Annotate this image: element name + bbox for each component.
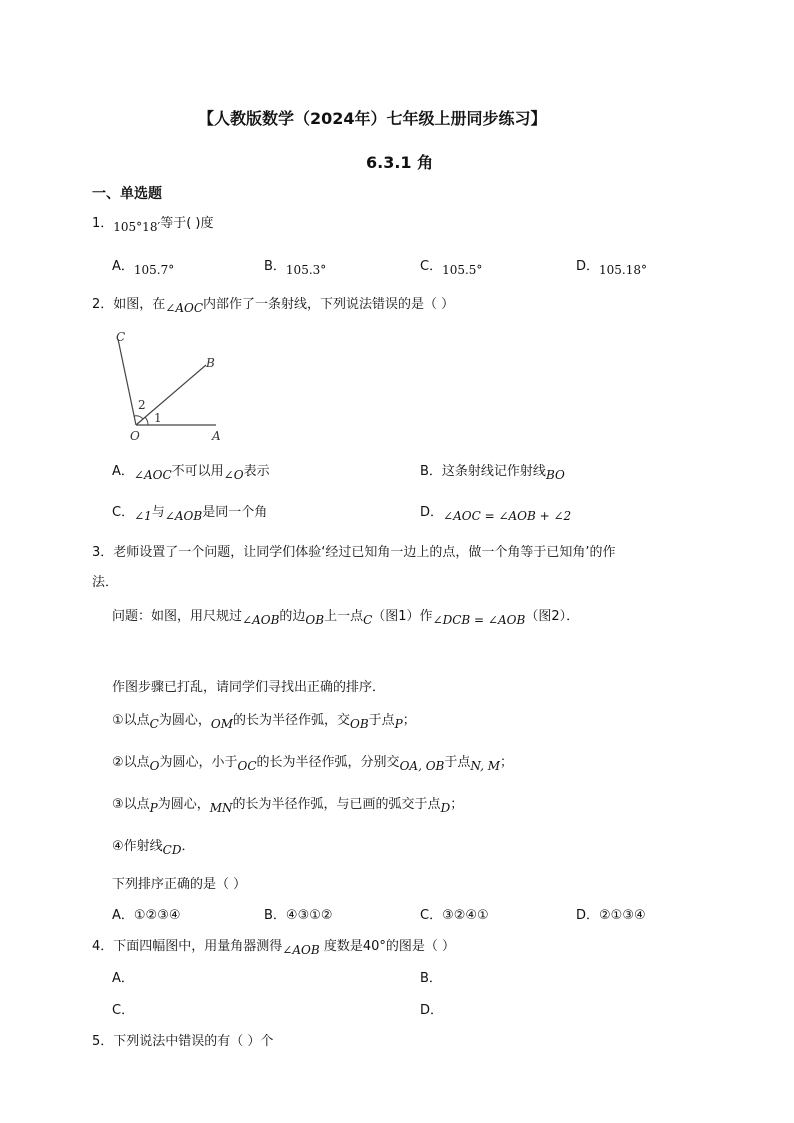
text: 为圆心，: [157, 797, 210, 812]
option-label: D．: [576, 908, 600, 923]
question-text: 等于( )度: [160, 216, 214, 231]
text: ③以点: [112, 797, 150, 812]
option-value: ②①③④: [599, 908, 646, 923]
option-value: ①②③④: [133, 908, 181, 923]
lesson-title: 6.3.1 角: [366, 153, 434, 172]
question-1: [92, 212, 214, 234]
math-expression: OB: [350, 717, 369, 731]
label-angle-1: 1: [154, 411, 162, 425]
math-expression: ∠AOB: [282, 943, 320, 957]
option-label: A．: [112, 464, 134, 479]
text: ；: [500, 755, 514, 770]
text: （图2）．: [525, 609, 580, 624]
label-b: B: [206, 356, 215, 370]
option-label: B．: [264, 259, 286, 274]
question-3-line-2: 法．: [92, 575, 119, 590]
text: 的边: [279, 609, 306, 624]
option-value: 105.18°: [599, 263, 648, 277]
math-expression: ∠AOB: [242, 613, 280, 627]
option-label: C．: [420, 908, 443, 923]
option-text: 不可以用: [171, 464, 224, 479]
option-value: 105.7°: [133, 263, 175, 277]
math-expression: MN: [209, 801, 233, 815]
q4-option-c[interactable]: C．: [112, 1003, 135, 1018]
question-4: [92, 935, 455, 957]
math-expression: 105°18′: [113, 220, 161, 234]
question-text: 内部作了一条射线，下列说法错误的是（ ）: [203, 297, 455, 312]
option-label: A．: [112, 908, 134, 923]
text: 为圆心，: [158, 713, 211, 728]
math-expression: ∠AOC: [133, 468, 172, 482]
text: 的长为半径作弧，分别交: [256, 755, 400, 770]
q4-option-d[interactable]: D．: [420, 1003, 444, 1018]
text: 于点: [444, 755, 471, 770]
q3-steps-intro: 作图步骤已打乱，请同学们寻找出正确的排序．: [112, 680, 386, 695]
text: ；: [402, 713, 416, 728]
text: 于点: [368, 713, 395, 728]
q2-option-b[interactable]: [420, 460, 565, 482]
q1-option-c[interactable]: [420, 255, 483, 277]
label-a: A: [212, 429, 221, 443]
math-expression: N, M: [470, 759, 501, 773]
math-expression: ∠DCB = ∠AOB: [432, 613, 526, 627]
option-label: B．: [264, 908, 286, 923]
math-expression: BO: [545, 468, 565, 482]
math-expression: ∠1: [134, 509, 152, 523]
option-value: 105.5°: [442, 263, 483, 277]
q1-option-d[interactable]: [576, 255, 648, 277]
text: ；: [450, 797, 464, 812]
option-text: 与: [151, 505, 165, 520]
math-expression: OB: [305, 613, 325, 627]
math-expression: CD: [162, 843, 182, 857]
q3-option-b[interactable]: [264, 904, 333, 923]
arc-angle-1: [145, 417, 148, 425]
question-number: 4．: [92, 939, 114, 954]
question-5: [92, 1030, 273, 1049]
arc-angle-2: [134, 416, 143, 419]
q3-option-c[interactable]: [420, 904, 489, 923]
ray-oc: [118, 339, 136, 425]
q1-option-b[interactable]: [264, 255, 327, 277]
q3-step-2: [112, 751, 514, 773]
question-number: 3．: [92, 545, 114, 560]
option-text: 是同一个角: [202, 505, 268, 520]
question-text: 下面四幅图中，用量角器测得: [113, 939, 283, 954]
text: ．: [181, 839, 195, 854]
math-expression: P: [394, 717, 403, 731]
option-label: C．: [112, 505, 135, 520]
q3-option-d[interactable]: [576, 904, 646, 923]
question-number: 5．: [92, 1034, 114, 1049]
q3-step-1: [112, 709, 416, 731]
math-expression: ∠AOB: [164, 509, 203, 523]
question-number: 1．: [92, 216, 114, 231]
option-label: B．: [420, 464, 442, 479]
text: 上一点: [324, 609, 364, 624]
math-expression: C: [149, 717, 159, 731]
option-value: ④③①②: [285, 908, 333, 923]
text: 为圆心，小于: [159, 755, 238, 770]
text: 问题：如图，用尺规过: [112, 609, 243, 624]
q3-step-3: [112, 793, 464, 815]
ray-ob: [136, 365, 206, 425]
label-angle-2: 2: [138, 398, 146, 412]
question-number: 2．: [92, 297, 114, 312]
q3-ask: 下列排序正确的是（ ）: [112, 877, 247, 892]
question-text: 度数是40°的图是（ ）: [319, 939, 455, 954]
option-label: C．: [420, 259, 443, 274]
q2-option-c[interactable]: [112, 501, 268, 523]
question-2: [92, 293, 455, 315]
math-expression: C: [363, 613, 373, 627]
option-label: D．: [576, 259, 600, 274]
option-text: 这条射线记作射线: [441, 464, 546, 479]
math-expression: ∠AOC: [165, 301, 204, 315]
math-expression: D: [440, 801, 451, 815]
angle-figure: [108, 325, 228, 447]
q4-option-b[interactable]: B．: [420, 971, 442, 986]
text: （图1）作: [372, 609, 433, 624]
math-expression: OM: [210, 717, 233, 731]
option-value: ③②④①: [442, 908, 489, 923]
option-value: 105.3°: [285, 263, 327, 277]
question-text: 下列说法中错误的有（ ）个: [113, 1034, 274, 1049]
option-label: D．: [420, 505, 444, 520]
q2-option-a[interactable]: [112, 460, 270, 482]
label-c: C: [116, 330, 126, 344]
text: ④作射线: [112, 839, 163, 854]
math-expression: OA, OB: [399, 759, 445, 773]
math-expression: O: [149, 759, 160, 773]
option-text: 表示: [243, 464, 270, 479]
q4-option-a[interactable]: A．: [112, 971, 134, 986]
label-o: O: [130, 429, 140, 443]
math-expression: P: [149, 801, 158, 815]
math-expression: ∠AOC = ∠AOB + ∠2: [443, 509, 572, 523]
text: ①以点: [112, 713, 150, 728]
text: 的长为半径作弧，与已画的弧交于点: [232, 797, 441, 812]
math-expression: OC: [237, 759, 257, 773]
document-title: 【人教版数学（2024年）七年级上册同步练习】: [198, 109, 547, 128]
text: 的长为半径作弧，交: [232, 713, 350, 728]
option-label: A．: [112, 259, 134, 274]
q3-option-a[interactable]: [112, 904, 181, 923]
question-text: 如图，在: [113, 297, 166, 312]
question-3-line-1: [92, 541, 616, 560]
q1-option-a[interactable]: [112, 255, 175, 277]
q2-option-d[interactable]: [420, 501, 572, 523]
question-text: 老师设置了一个问题，让同学们体验‘经过已知角一边上的点，做一个角等于已知角’的作: [113, 545, 616, 560]
section-heading: 一、单选题: [92, 186, 162, 202]
q3-problem: [112, 605, 580, 627]
q3-step-4: [112, 835, 195, 857]
math-expression: ∠O: [223, 468, 244, 482]
text: ②以点: [112, 755, 150, 770]
